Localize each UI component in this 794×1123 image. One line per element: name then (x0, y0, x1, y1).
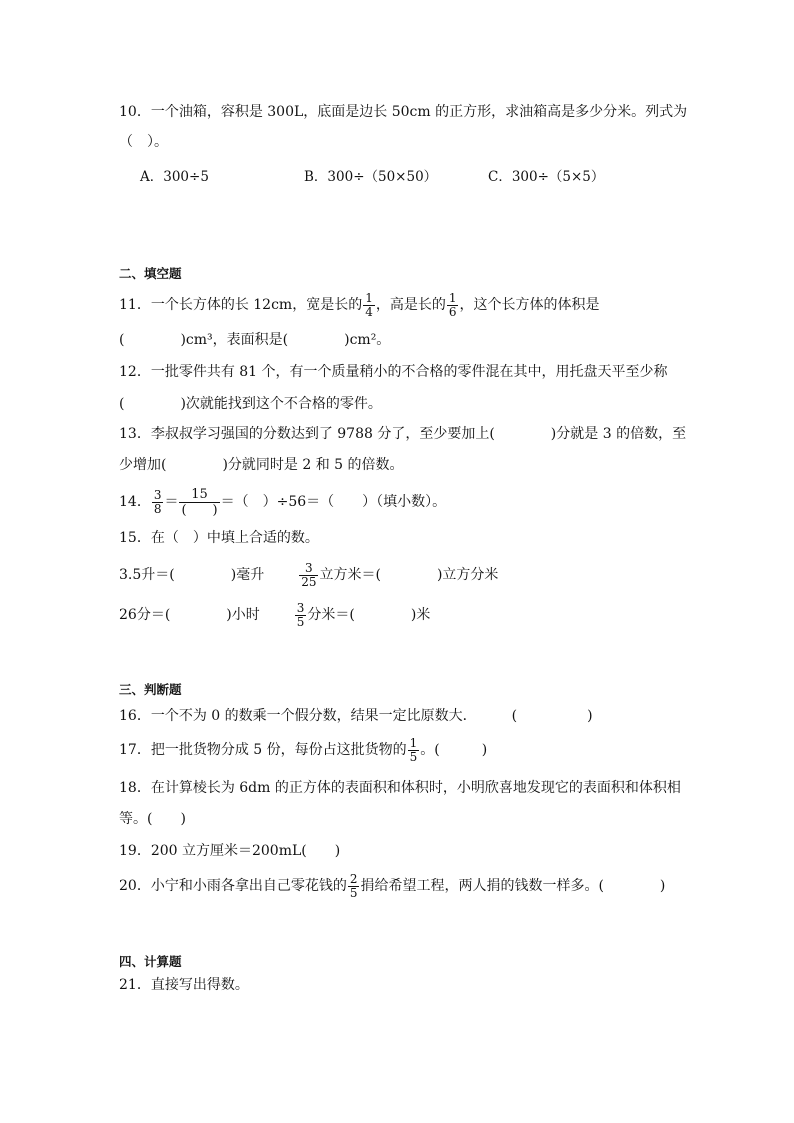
q11-fraction-2 (447, 292, 459, 319)
fraction-denominator: 5 (296, 614, 305, 629)
q15-row1 (119, 558, 498, 592)
q15-fraction-cubic-meters (299, 562, 318, 589)
q11-text-2: ，高是长的 (375, 297, 446, 313)
q15-fraction-decimeters (295, 602, 307, 629)
q15-item-minutes: 26分＝( )小时 (119, 607, 260, 623)
q14-line (119, 484, 446, 520)
q12-line1: 12．一批零件共有 81 个，有一个质量稍小的不合格的零件混在其中，用托盘天平至少称 (119, 364, 668, 380)
fraction-denominator: 6 (448, 304, 457, 319)
q15-item-liters: 3.5升＝( )毫升 (119, 567, 265, 583)
fraction-numerator: 15 (191, 486, 208, 502)
q11-text-3: ，这个长方体的体积是 (459, 297, 600, 313)
fraction-numerator: 3 (296, 600, 305, 615)
fraction-denominator: 5 (349, 885, 358, 900)
q14-fraction-1 (152, 489, 164, 516)
fraction-numerator: 2 (349, 871, 358, 886)
q10-line1: 10．一个油箱，容积是 300L，底面是边长 50cm 的正方形，求油箱高是多少分米。列式为 (119, 104, 688, 120)
q19-line: 19．200 立方厘米＝200mL( ) (119, 843, 341, 859)
q17-text-2: 。( ) (420, 742, 488, 758)
q20-line (119, 870, 665, 902)
q13-line2: 少增加( )分就同时是 2 和 5 的倍数。 (119, 457, 404, 473)
q14-equals: ＝ (164, 494, 179, 510)
q14-fraction-2 (179, 487, 219, 518)
q15-row2 (119, 598, 430, 632)
q21-line: 21．直接写出得数。 (119, 977, 249, 993)
fraction-numerator: 3 (153, 487, 162, 502)
q10-option-b: B．300÷（50×50） (304, 169, 438, 185)
q20-fraction (348, 873, 360, 900)
section-heading-true-false: 三、判断题 (119, 682, 182, 697)
q10-line2: （ ）。 (119, 134, 168, 150)
fraction-numerator: 3 (305, 560, 313, 575)
q11-text-1: 11．一个长方体的长 12cm，宽是长的 (119, 297, 363, 313)
q16-line: 16．一个不为 0 的数乘一个假分数，结果一定比原数大． ( ) (119, 708, 593, 724)
q20-text-2: 捐给希望工程，两人捐的钱数一样多。( ) (360, 878, 666, 894)
fraction-numerator: 1 (409, 735, 418, 750)
q12-line2: ( )次就能找到这个不合格的零件。 (119, 396, 382, 412)
section-heading-fill-in: 二、填空题 (119, 266, 182, 281)
q13-line1: 13．李叔叔学习强国的分数达到了 9788 分了，至少要加上( )分就是 3 的倍数，至 (119, 426, 687, 442)
q11-line2: ( )cm³，表面积是( )cm²。 (119, 332, 391, 348)
fraction-denominator: 8 (153, 501, 162, 516)
q17-line (119, 734, 487, 766)
fraction-denominator: 25 (301, 574, 317, 589)
fraction-denominator: 5 (409, 749, 418, 764)
fraction-numerator: 1 (448, 290, 457, 305)
q11-line1 (119, 290, 599, 320)
fraction-numerator: 1 (365, 290, 373, 305)
q10-option-a: A．300÷5 (140, 169, 209, 185)
q18-line2: 等。( ) (119, 811, 186, 827)
q15-item-cubic-meters: 立方米＝( )立方分米 (319, 567, 499, 583)
fraction-denominator: ( ) (181, 502, 218, 518)
q11-fraction-1 (363, 292, 375, 319)
q15-item-decimeters: 分米＝( )米 (307, 607, 431, 623)
section-heading-calculation: 四、计算题 (119, 954, 182, 969)
fraction-denominator: 4 (365, 304, 373, 319)
q20-text-1: 20．小宁和小雨各拿出自己零花钱的 (119, 878, 347, 894)
q14-prefix: 14． (119, 494, 151, 510)
q17-text-1: 17．把一批货物分成 5 份，每份占这批货物的 (119, 742, 407, 758)
q15-line1: 15．在（ ）中填上合适的数。 (119, 530, 319, 546)
q17-fraction (408, 737, 420, 764)
q10-option-c: C．300÷（5×5） (488, 169, 605, 185)
q14-rest: ＝（ ）÷56＝（ ）（填小数）。 (220, 494, 447, 510)
q18-line1: 18．在计算棱长为 6dm 的正方体的表面积和体积时，小明欣喜地发现它的表面积和体积相 (119, 780, 681, 796)
